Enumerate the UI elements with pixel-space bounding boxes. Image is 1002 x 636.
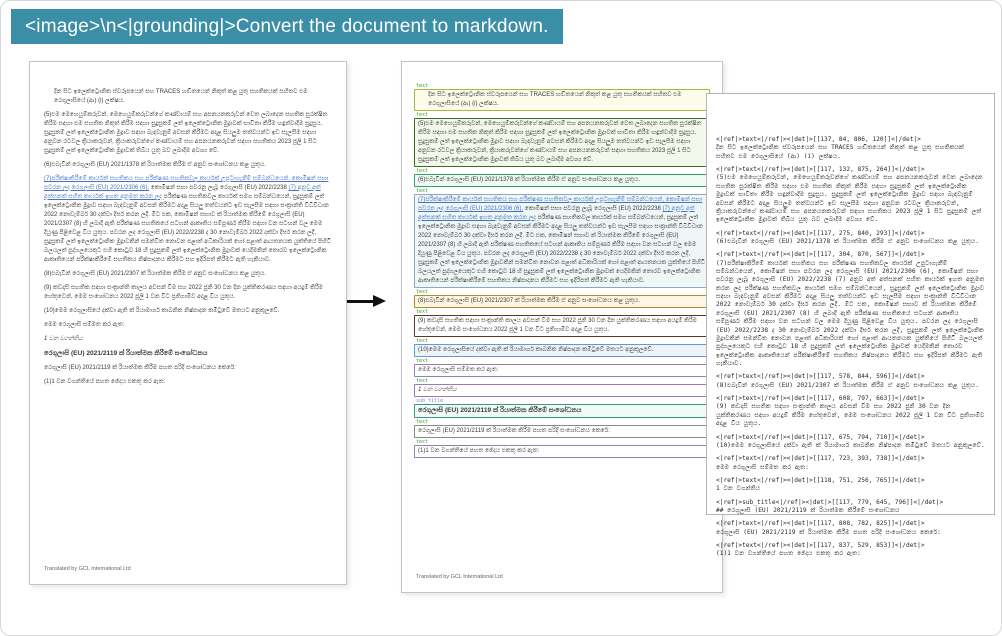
- translation-footer: Translated by GCL International Ltd: [416, 574, 503, 580]
- ocr-extracted-text: (9) කඩදාසි සහතික සඳහා සංක්‍රාන්ති කාලය අවසන් වීම සහ 2022 ජුනි 30 වන දින යුක්තිකරණය සඳහා අයදුම් කිරීම හේතුවෙන්, මෙම සංශෝධනය 2022 ජූලි 1 වන විට ප්‍රතිගාමීව අදාළ විය යුතුය.: [716, 403, 985, 428]
- paragraph-text: (10)මෙම රෙගුලාසියේ දක්වා ඇති ක් රියාමාර්ග කාබනික නිෂ්පාදන කමිටුවේ මතයට අනුකූලවේ.: [44, 308, 280, 314]
- source-document-page: [29, 61, 347, 585]
- paragraph-text: (1)1 වන වගන්තියේ පහත ඡේදය එකතු කර ඇත:: [44, 378, 166, 385]
- arrow-head: [373, 295, 386, 307]
- paragraph-text: (5)එම මෙහෙයුම්කරුවන්, මෙහෙයුම්කරුවන්ගේ කණ්ඩායම් සහ අපනයනකරුවන් වෙත ලබාදෙන සහතික සුරක්ෂිත කිරීම සඳහා එම සහතික නිකුත් කිරීම සඳහා සුදුසුකම් ලත් ඉලෙක්ට්‍රොනික මුද්‍රාවක් භාවිතා කිරීම හඳුන්වාදීම සුදුසුය. සුදුසුකම් ලත් ඉලෙක්ට්‍රොනික මුද්‍රාව සඳහා බැඳවැනුම් අවසන් කිරීමට අදාළ සියලුම තත්වයන්ට ඉඩ සැලසීම සඳහා අනුවන රටවල ක්‍රියාකරුවන්, ක්‍රියාකරුවන්ගේ කණ්ඩායම් සහ අපනයනකරුවන් සඳහා සහතිකය 2023 ජූලි 1 සිට සුදුසුකම් ලත් ඉලෙක්ට්‍රොනික මුද්‍රාවක් තිබිය යුතු බව ලබාදීම අවශ්‍ය වේ.: [418, 121, 702, 163]
- annotation-box-p5: [414, 118, 710, 167]
- annotation-box-p6: [414, 174, 710, 187]
- paragraph-p11: [44, 321, 334, 330]
- ocr-output-panel: [706, 93, 995, 558]
- ocr-block: [716, 230, 986, 247]
- ocr-ref-det-marker: <|ref|>text<|/ref|><|det|>[[117, 304, 870, 567]]<|/det|>: [716, 251, 925, 259]
- ocr-block: [716, 373, 986, 390]
- ocr-ref-det-marker: <|ref|>text<|/ref|><|det|>[[117, 608, 797, 663]]<|/det|>: [716, 395, 925, 403]
- ocr-ref-det-marker: <|ref|>text<|/ref|><|det|>[[117, 808, 782, 825]]<|/det|>: [716, 520, 925, 528]
- paragraph-text: රෙගුලාසි (EU) 2021/2119 ක් රියාත්මක කිරීමේ සංශෝධනය: [44, 350, 208, 357]
- ocr-extracted-text: මෙම රෙගුලාසි සම්මත කර ඇත:: [716, 463, 809, 471]
- annotated-document-page: [401, 61, 723, 593]
- ocr-block: [716, 520, 986, 537]
- paragraph-text: දින සිට ඉලෙක්ට්‍රොනික ස්වරූපයෙන් සහ TRACES හඬිතයෙන් නිකුත් කළ යුතු සහතිකයක් සහිතව එම රෙගුලාසියේ (ආ) (i) ලක්ෂය.: [428, 92, 682, 107]
- paragraph-text: 1 වන වගන්තිය: [44, 336, 83, 342]
- ocr-extracted-text: 1 වන වගන්තිය: [716, 485, 761, 493]
- paragraph-p14: [44, 364, 334, 373]
- annotation-label-text: text: [416, 309, 429, 315]
- paragraph-p12: [44, 335, 334, 344]
- prompt-badge: [11, 9, 563, 44]
- annotation-label-sub_title: sub_title: [416, 398, 444, 404]
- annotation-box-p15: [414, 445, 710, 458]
- paragraph-p8: [418, 297, 706, 306]
- paragraph-p9: [418, 317, 706, 335]
- paragraph-intro: [44, 88, 334, 106]
- paragraph-text: මෙම රෙගුලාසි සම්මත කර ඇත:: [44, 322, 125, 328]
- annotation-label-text: text: [416, 112, 429, 118]
- paragraph-p6: [418, 176, 706, 185]
- ocr-ref-det-marker: <|ref|>text<|/ref|><|det|>[[137, 84, 806, 120]]<|/det|>: [716, 136, 921, 143]
- annotation-box-p10: [414, 344, 710, 357]
- paragraph-text: පරීක්ෂණ සහතිකවල කාර්යක් සමග සම්බන්ධයෙන්, සුදුසුකම් ලත් ඉලෙක්ට්‍රොනික මුද්‍රාව සඳහා බැඳවැනුම් අවසන් කිරීමට අදාළ සියලු තත්වයන්ට ඉඩ සැලසීම සඳහා සංක්‍රාන්ති විධිවිධාන 2022 නොවැම්බර් 30 දක්වා දීර්ඝ කරන ලදී. මීට එක, කොමිෂන් සභාව ක් රියාත්මක කිරීමේ රෙගුලාසි (EU) 2021/2307 (8) හි ලබාදී ඇති පරීක්ෂණ සහතිකයේ සටහන් ආකෘතිය සම්පූර්ණ කිරීම සඳහා වන සටහන් වල මෙම දියුණු පිළිවෙළ විය යුතුය. පවරන ලද රෙගුලාසි (EU) 2022/2238 ද 30 නොවැම්බර් 2022 දක්වා දීර්ඝ කරන ලදී, සුදුසුකම් ලත් ඉලෙක්ට්‍රොනික මුද්‍රාවකින් සමන්විත නොවන පළාත් අධිකාරියක් හෝ පළාත් ආයතනයක යුක්තියේ පිහිටි බලයලත් පුද්ගලයෙකුට එහි කොටුව 18 හි සුදුසුකම් ලත් ඉලෙක්ට්‍රොනික මුද්‍රාවක් යෙදීමකින් තොරව ඉලෙක්ට්‍රොනික ආකෘතියෙන් පරීක්ෂාකිරීමේ සහතිකය නිෂ්පාදනය කිරීමට සහ ඉදිරිපත් කිරීමට ඇති හැකියාව.: [418, 215, 706, 284]
- annotation-label-text: text: [416, 338, 429, 344]
- annotation-box-p13: [414, 404, 710, 418]
- annotation-label-text: text: [416, 438, 429, 445]
- paragraph-intro: [418, 91, 706, 109]
- paragraph-text: (8)එබැවින් රෙගුලාසි (EU) 2021/2307 ක් රියාත්මක කිරීම ඒ අනුව සංශෝධනය කළ යුතුය.: [44, 271, 266, 277]
- annotation-label-text: text: [416, 83, 429, 89]
- ocr-block: [716, 166, 986, 225]
- ocr-block: [716, 136, 986, 161]
- right-arrow-icon: [347, 295, 387, 307]
- paragraph-p15: [44, 378, 334, 387]
- annotation-box-p14: [414, 425, 710, 438]
- annotation-label-text: text: [416, 418, 429, 425]
- ocr-output-content: [716, 136, 986, 559]
- annotation-box-p11: [414, 364, 710, 377]
- paragraph-text: (10)මෙම රෙගුලාසියේ දක්වා ඇති ක් රියාමාර්ග කාබනික නිෂ්පාදන කමිටුවේ මතයට අනුකූලවේ.: [418, 347, 654, 353]
- paragraph-text: (9) කඩදාසි සහතික සඳහා සංක්‍රාන්ති කාලය අවසන් වීම සහ 2022 ජුනි 30 වන දින යුක්තිකරණය සඳහා අයදුම් කිරීම හේතුවෙන්, මෙම සංශෝධනය 2022 ජූලි 1 වන විට ප්‍රතිගාමීව අදාළ විය යුතුය.: [44, 285, 323, 300]
- paragraph-p10: [44, 307, 334, 316]
- ocr-ref-det-marker: <|ref|>text<|/ref|><|det|>[[117, 275, 840, 293]]<|/det|>: [716, 229, 925, 237]
- ocr-ref-det-marker: <|ref|>text<|/ref|><|det|>[[118, 751, 256, 765]]<|/det|>: [716, 476, 925, 484]
- annotation-box-intro: [414, 89, 710, 111]
- paragraph-text: (8)එබැවින් රෙගුලාසි (EU) 2021/2307 ක් රියාත්මක කිරීම ඒ අනුව සංශෝධනය කළ යුතුය.: [418, 298, 640, 304]
- prompt-text: <image>\n<|grounding|>Convert the document to markdown.: [25, 15, 549, 37]
- annotation-label-text: text: [416, 168, 429, 174]
- ocr-block: [716, 477, 986, 494]
- paragraph-text: (5)එම මෙහෙයුම්කරුවන්, මෙහෙයුම්කරුවන්ගේ කණ්ඩායම් සහ අපනයනකරුවන් වෙත ලබාදෙන සහතික සුරක්ෂිත කිරීම සඳහා එම සහතික නිකුත් කිරීම සඳහා සුදුසුකම් ලත් ඉලෙක්ට්‍රොනික මුද්‍රාවක් භාවිතා කිරීම හඳුන්වාදීම සුදුසුය. සුදුසුකම් ලත් ඉලෙක්ට්‍රොනික මුද්‍රාව සඳහා බැඳවැනුම් අවසන් කිරීමට අදාළ සියලුම තත්වයන්ට ඉඩ සැලසීම සඳහා අනුවන රටවල ක්‍රියාකරුවන්, ක්‍රියාකරුවන්ගේ කණ්ඩායම් සහ අපනයනකරුවන් සඳහා සහතිකය 2023 ජූලි 1 සිට සුදුසුකම් ලත් ඉලෙක්ට්‍රොනික මුද්‍රාවක් තිබිය යුතු බව ලබාදීම අවශ්‍ය වේ.: [44, 112, 328, 154]
- ocr-block: [716, 395, 986, 428]
- ocr-block: [716, 542, 986, 559]
- paragraph-text: 1 වන වගන්තිය: [418, 387, 457, 393]
- paragraph-p11: [418, 366, 706, 375]
- paragraph-text: රෙගුලාසි (EU) 2021/2119 ක් රියාත්මක කිරීම පහත පරිදි සංශෝධනය කෙරේ:: [418, 427, 610, 434]
- ocr-ref-det-marker: <|ref|>sub_title<|/ref|><|det|>[[117, 779, 645, 796]]<|/det|>: [716, 498, 944, 506]
- annotation-box-p9: [414, 315, 710, 337]
- paragraph-text: (9) කඩදාසි සහතික සඳහා සංක්‍රාන්ති කාලය අවසන් වීම සහ 2022 ජුනි 30 වන දින යුක්තිකරණය සඳහා අයදුම් කිරීම හේතුවෙන්, මෙම සංශෝධනය 2022 ජූලි 1 වන විට ප්‍රතිගාමීව අදාළ විය යුතුය.: [418, 318, 697, 333]
- paragraph-p12: [418, 386, 706, 395]
- ocr-block: [716, 499, 986, 516]
- paragraph-p9: [44, 284, 334, 302]
- regulation-link[interactable]: (7)පරීක්ෂාකිරීමේ කාර්යක් සහතිකය සහ පරීක්ෂණ සහතිකවල කාර්යක් උපුටාගැනීම් සම්බන්ධයෙන්, කොමිෂන් සභා පවරන ලද රෙගුලාසි (EU) 2021/2306 (6),: [44, 176, 329, 191]
- paragraph-text: කොමිෂන් සභා පවරනු ලැබූ රෙගුලාසි (EU) 2022/2238: [523, 206, 663, 212]
- paragraph-text: මෙම රෙගුලාසි සම්මත කර ඇත:: [418, 367, 499, 373]
- ocr-extracted-text: (8)එබැවින් රෙගුලාසි (EU) 2021/2307 ක් රියාත්මක කිරීම ඒ අනුව සංශෝධනය කළ යුතුය.: [716, 381, 979, 389]
- paragraph-text: රෙගුලාසි (EU) 2021/2119 ක් රියාත්මක කිරීමේ සංශෝධනය: [418, 407, 582, 414]
- paragraph-text: (1)1 වන වගන්තියේ පහත ඡේදය එකතු කර ඇත:: [418, 447, 540, 454]
- ocr-block: [716, 455, 986, 472]
- paragraph-text: රෙගුලාසි (EU) 2021/2119 ක් රියාත්මක කිරීම පහත පරිදි සංශෝධනය කෙරේ:: [44, 364, 236, 371]
- ocr-extracted-text: (1)1 වන වගන්තියේ පහත ඡේදය එකතු කර ඇත:: [716, 550, 861, 558]
- ocr-ref-det-marker: <|ref|>text<|/ref|><|det|>[[117, 723, 393, 738]]<|/det|>: [716, 455, 925, 463]
- annotated-document-content: [414, 83, 710, 458]
- paragraph-p5: [44, 111, 334, 156]
- ocr-extracted-text: (6)එබැවින් රෙගුලාසි (EU) 2021/1378 ක් රියාත්මක කිරීම ඒ අනුව සංශෝධනය කළ යුතුය.: [716, 237, 979, 245]
- paragraph-p10: [418, 346, 706, 355]
- annotation-label-text: text: [416, 358, 429, 364]
- paragraph-p5: [418, 120, 706, 165]
- ocr-extracted-text: ## රෙගුලාසි (EU) 2021/2119 ක් රියාත්මක කිරීමේ සංශෝධනය: [716, 507, 900, 515]
- paragraph-text: දින සිට ඉලෙක්ට්‍රොනික ස්වරූපයෙන් සහ TRACES හඬිතයෙන් නිකුත් කළ යුතු සහතිකයක් සහිතව එම රෙගුලාසියේ (ආ) (i) ලක්ෂය.: [54, 89, 308, 104]
- annotation-label-text: text: [416, 378, 429, 384]
- paragraph-p15: [418, 447, 706, 456]
- paragraph-p13: [44, 349, 334, 359]
- ocr-block: [716, 434, 986, 451]
- annotation-label-text: text: [416, 188, 429, 194]
- ocr-ref-det-marker: <|ref|>text<|/ref|><|det|>[[117, 837, 529, 853]]<|/det|>: [716, 542, 925, 550]
- annotation-label-text: text: [416, 289, 429, 295]
- regulation-link[interactable]: (7) අනුව අත් අත්සනක් සහිත කාර්යක් ඉහත අනුමත කරන ලද: [44, 185, 321, 200]
- annotation-box-p8: [414, 295, 710, 308]
- paragraph-text: කොමිෂන් සභා පවරනු ලැබූ රෙගුලාසි (EU) 2022/2238: [149, 185, 289, 191]
- ocr-extracted-text: දින සිට ඉලෙක්ට්‍රොනික ස්වරූපයෙන් සහ TRACES හඬිතයෙන් නිකුත් කළ යුතු සහතිකයක් සහිතව එම රෙගුලාසියේ (ආ) (i) ලක්ෂය.: [716, 144, 964, 160]
- paragraph-p14: [418, 427, 706, 436]
- paragraph-p13: [418, 406, 706, 416]
- arrow-shaft: [347, 300, 375, 303]
- regulation-link[interactable]: (7) අනුව අත් අත්සනක් සහිත කාර්යක් ඉහත අනුමත කරන ලද: [418, 206, 695, 221]
- ocr-block: [716, 251, 986, 368]
- paragraph-p7: [418, 196, 706, 286]
- ocr-ref-det-marker: <|ref|>text<|/ref|><|det|>[[117, 675, 794, 710]]<|/det|>: [716, 433, 925, 441]
- annotation-box-p12: [414, 384, 710, 397]
- paragraph-p7: [44, 175, 334, 265]
- regulation-link[interactable]: (7)පරීක්ෂාකිරීමේ කාර්යක් සහතිකය සහ පරීක්ෂණ සහතිකවල කාර්යක් උපුටාගැනීම් සම්බන්ධයෙන්, කොමිෂන් සභා පවරන ලද රෙගුලාසි (EU) 2021/2306 (6),: [418, 197, 703, 212]
- translation-footer: Translated by GCL International Ltd: [44, 566, 131, 572]
- annotation-box-p7: [414, 194, 710, 288]
- ocr-extracted-text: (10)මෙම රෙගුලාසියේ දක්වා ඇති ක් රියාමාර්ග කාබනික නිෂ්පාදන කමිටුවේ මතයට අනුකූලවේ.: [716, 441, 985, 449]
- ocr-extracted-text: රෙගුලාසි (EU) 2021/2119 ක් රියාත්මක කිරීම පහත පරිදි සංශෝධනය කෙරේ:: [716, 528, 941, 536]
- paragraph-text: පරීක්ෂණ සහතිකවල කාර්යක් සමග සම්බන්ධයෙන්, සුදුසුකම් ලත් ඉලෙක්ට්‍රොනික මුද්‍රාව සඳහා බැඳවැනුම් අවසන් කිරීමට අදාළ සියලු තත්වයන්ට ඉඩ සැලසීම සඳහා සංක්‍රාන්ති විධිවිධාන 2022 නොවැම්බර් 30 දක්වා දීර්ඝ කරන ලදී. මීට එක, කොමිෂන් සභාව ක් රියාත්මක කිරීමේ රෙගුලාසි (EU) 2021/2307 (8) හි ලබාදී ඇති පරීක්ෂණ සහතිකයේ සටහන් ආකෘතිය සම්පූර්ණ කිරීම සඳහා වන සටහන් වල මෙම දියුණු පිළිවෙළ විය යුතුය. පවරන ලද රෙගුලාසි (EU) 2022/2238 ද 30 නොවැම්බර් 2022 දක්වා දීර්ඝ කරන ලදී, සුදුසුකම් ලත් ඉලෙක්ට්‍රොනික මුද්‍රාවකින් සමන්විත නොවන පළාත් අධිකාරියක් හෝ පළාත් ආයතනයක යුක්තියේ පිහිටි බලයලත් පුද්ගලයෙකුට එහි කොටුව 18 හි සුදුසුකම් ලත් ඉලෙක්ට්‍රොනික මුද්‍රාවක් යෙදීමකින් තොරව ඉලෙක්ට්‍රොනික ආකෘතියෙන් පරීක්ෂාකිරීමේ සහතිකය නිෂ්පාදනය කිරීමට සහ ඉදිරිපත් කිරීමට ඇති හැකියාව.: [44, 194, 332, 263]
- ocr-extracted-text: (7)පරීක්ෂාකිරීමේ කාර්යක් සහතිකය සහ පරීක්ෂණ සහතිකවල කාර්යක් උපුටාගැනීම් සම්බන්ධයෙන්, කොමිෂන් සභා පවරන ලද රෙගුලාසි (EU) 2021/2306 (6), කොමිෂන් සභා පවරනු ලැබූ රෙගුලාසි (EU) 2022/2238 (7) අනුව අත් අත්සනක් සහිත කාර්යක් ඉහත අනුමත කරන ලද පරීක්ෂණ සහතිකවල කාර්යක් සමග සම්බන්ධයෙන්, සුදුසුකම් ලත් ඉලෙක්ට්‍රොනික මුද්‍රාව සඳහා බැඳවැනුම් අවසන් කිරීමට අදාළ සියලු තත්වයන්ට ඉඩ සැලසීම සඳහා සංක්‍රාන්ති විධිවිධාන 2022 නොවැම්බර් 30 දක්වා දීර්ඝ කරන ලදී. මීට එක, කොමිෂන් සභාව ක් රියාත්මක කිරීමේ රෙගුලාසි (EU) 2021/2307 (8) හි ලබාදී ඇති පරීක්ෂණ සහතිකයේ සටහන් ආකෘතිය සම්පූර්ණ කිරීම සඳහා වන සටහන් වල මෙම දියුණු පිළිවෙළ විය යුතුය. පවරන ලද රෙගුලාසි (EU) 2022/2238 ද 30 නොවැම්බර් 2022 දක්වා දීර්ඝ කරන ලදී, සුදුසුකම් ලත් ඉලෙක්ට්‍රොනික මුද්‍රාවකින් සමන්විත නොවන පළාත් අධිකාරියක් හෝ පළාත් ආයතනයක යුක්තියේ පිහිටි බලයලත් පුද්ගලයෙකුට එහි කොටුව 18 හි සුදුසුකම් ලත් ඉලෙක්ට්‍රොනික මුද්‍රාවක් යෙදීමකින් තොරව ඉලෙක්ට්‍රොනික ආකෘතියෙන් පරීක්ෂාකිරීමේ සහතිකය නිෂ්පාදනය කිරීමට සහ ඉදිරිපත් කිරීමට ඇති හැකියාව.: [716, 259, 985, 367]
- ocr-ref-det-marker: <|ref|>text<|/ref|><|det|>[[117, 132, 875, 264]]<|/det|>: [716, 166, 925, 174]
- source-document-content: [44, 88, 334, 387]
- paragraph-p6: [44, 161, 334, 170]
- paragraph-text: (6)එබැවින් රෙගුලාසි (EU) 2021/1378 ක් රියාත්මක කිරීම ඒ අනුව සංශෝධනය කළ යුතුය.: [418, 177, 640, 183]
- ocr-ref-det-marker: <|ref|>text<|/ref|><|det|>[[117, 578, 844, 596]]<|/det|>: [716, 373, 925, 381]
- paragraph-p8: [44, 270, 334, 279]
- paragraph-text: (6)එබැවින් රෙගුලාසි (EU) 2021/1378 ක් රියාත්මක කිරීම ඒ අනුව සංශෝධනය කළ යුතුය.: [44, 162, 266, 168]
- ocr-extracted-text: (5)එම මෙහෙයුම්කරුවන්, මෙහෙයුම්කරුවන්ගේ කණ්ඩායම් සහ අපනයනකරුවන් වෙත ලබාදෙන සහතික සුරක්ෂිත කිරීම සඳහා එම සහතික නිකුත් කිරීම සඳහා සුදුසුකම් ලත් ඉලෙක්ට්‍රොනික මුද්‍රාවක් භාවිතා කිරීම හඳුන්වාදීම සුදුසුය. සුදුසුකම් ලත් ඉලෙක්ට්‍රොනික මුද්‍රාව සඳහා බැඳවැනුම් අවසන් කිරීමට අදාළ සියලුම තත්වයන්ට ඉඩ සැලසීම සඳහා අනුවන රටවල ක්‍රියාකරුවන්, ක්‍රියාකරුවන්ගේ කණ්ඩායම් සහ අපනයනකරුවන් සඳහා සහතිකය 2023 ජූලි 1 සිට සුදුසුකම් ලත් ඉලෙක්ට්‍රොනික මුද්‍රාවක් තිබිය යුතු බව ලබාදීම අවශ්‍ය වේ.: [716, 174, 983, 224]
